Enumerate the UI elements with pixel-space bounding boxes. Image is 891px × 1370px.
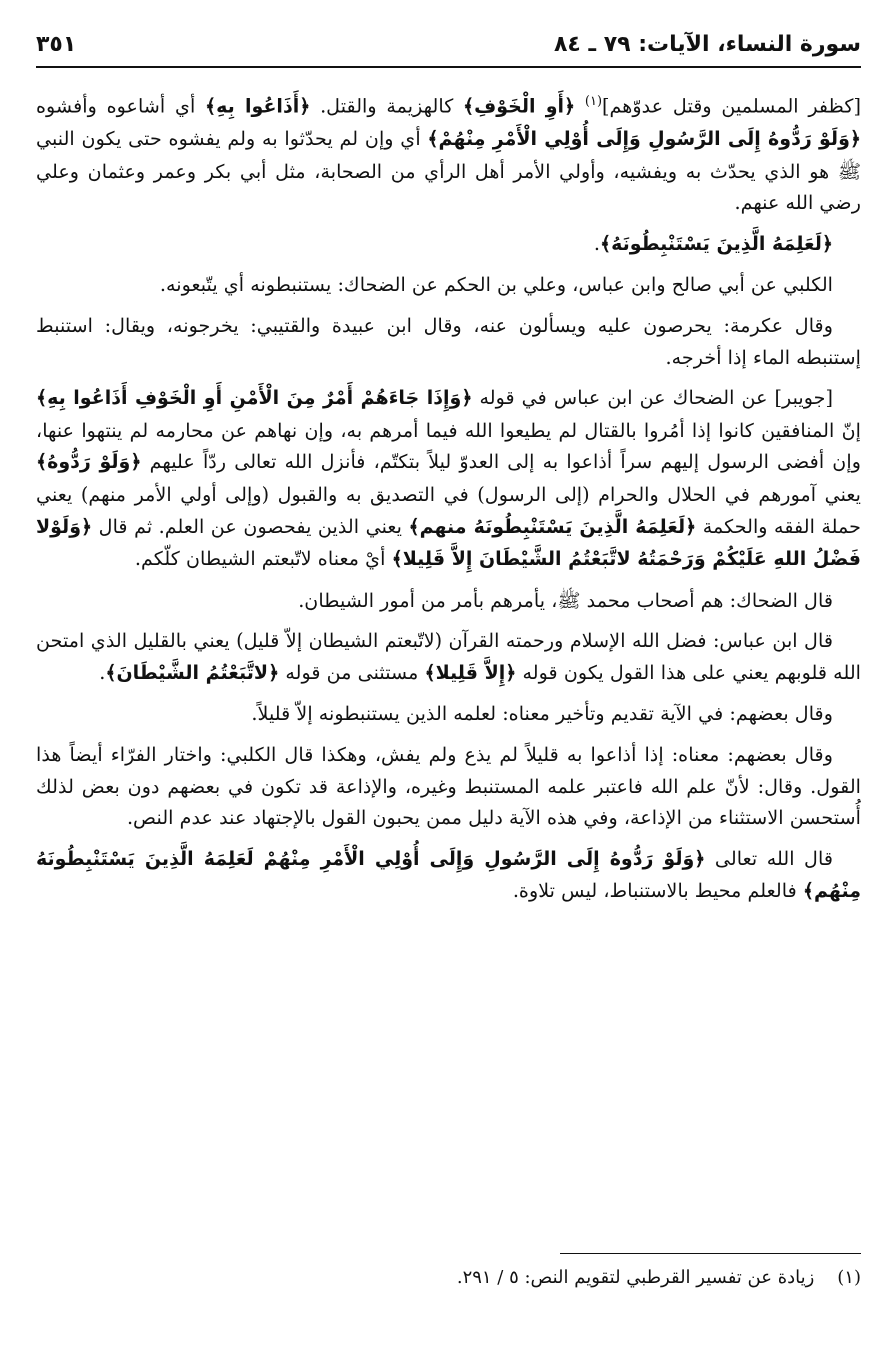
paragraph-text: وقال بعضهم: معناه: إذا أذاعوا به قليلاً لم يذع ولم يفش، وهكذا قال الكلبي: واختار الفرّاء أيضاً هذا القول. وقال: لأنّ علم الله فاعتبر علمه المستنبط وغيره، والإذاعة قد تكون في بعضهم دون بعض لذلك أُستحسن الاستثناء من الإذاعة، وفي هذه الآية دليل ممن يحبون القول بالإجتهاد عند عدم النص. xyxy=(36,743,861,830)
paragraph-text: أيْ معناه لاتّبعتم الشيطان كلّكم. xyxy=(134,547,392,571)
quran-verse: ﴿لَعَلِمَهُ الَّذِينَ يَسْتَنْبِطُونَهُ منهم﴾ xyxy=(408,515,697,538)
paragraph-text: أي أشاعوه وأفشوه xyxy=(36,94,206,118)
quran-verse: ﴿وَإِذَا جَاءَهُمْ أَمْرٌ مِنَ الْأَمْنِ أَوِ الْخَوْفِ أَذَاعُوا بِهِ﴾ xyxy=(36,387,473,410)
quran-verse: ﴿أَذَاعُوا بِهِ﴾ xyxy=(205,95,311,118)
paragraph-text: فالعلم محيط بالاستنباط، ليس تلاوة. xyxy=(512,879,803,903)
paragraph-text: يعني آمورهم في الحلال والحرام (إلى الرسول) في التصديق به والقبول (وإلى أولي الأمر منهم) يعني حملة الفقه والحكمة xyxy=(36,482,861,538)
paragraph-text: وقال بعضهم: في الآية تقديم وتأخير معناه: لعلمه الذين يستنبطونه إلاّ قليلاً. xyxy=(251,702,833,726)
paragraph-text: [جويبر] عن الضحاك عن ابن عباس في قوله xyxy=(472,386,833,410)
paragraph-text: قال الضحاك: هم أصحاب محمد ﷺ، يأمرهم بأمر من أمور الشيطان. xyxy=(298,588,833,612)
quran-verse: ﴿وَلَوْ رَدُّوهُ إِلَى الرَّسُولِ وَإِلَى أُوْلِي الْأَمْرِ مِنْهُمْ لَعَلِمَهُ الَّذِينَ يَسْتَنْبِطُونَهُ مِنْهُم﴾ xyxy=(36,847,861,903)
quran-verse: ﴿أَوِ الْخَوْفِ﴾ xyxy=(463,95,576,118)
footnote-ref: (١) xyxy=(584,94,603,109)
footnote-divider xyxy=(560,1253,861,1254)
page-number: ٣٥١ xyxy=(36,31,77,57)
paragraph xyxy=(36,843,861,908)
surah-title: سورة النساء، الآيات: ٧٩ ـ ٨٤ xyxy=(553,31,861,57)
paragraph-text: أي وإن لم يحدّثوا به ولم يفشوه حتى يكون النبي ﷺ هو الذي يحدّث به ويفشيه، وأولي الأمر أهل الرأي من الصحابة، مثل أبي بكر وعمر وعثمان وعلي رضي الله عنهم. xyxy=(36,126,861,215)
paragraph xyxy=(36,310,861,373)
quran-verse: ﴿لَعَلِمَهُ الَّذِينَ يَسْتَنْبِطُونَهُ﴾ xyxy=(599,232,833,255)
commentary-body xyxy=(36,86,861,917)
quran-verse: ﴿وَلَوْ رَدُّوهُ إِلَى الرَّسُولِ وَإِلَى أُوْلِي الْأَمْرِ مِنْهُمْ﴾ xyxy=(427,127,862,150)
paragraph xyxy=(36,86,861,219)
paragraph xyxy=(36,269,861,301)
paragraph xyxy=(36,585,861,617)
paragraph xyxy=(36,625,861,689)
paragraph-text: كالهزيمة والقتل. xyxy=(310,94,464,118)
paragraph-text: . xyxy=(593,231,600,255)
paragraph-text: يعني الذين يفحصون عن العلم. ثم قال xyxy=(92,514,409,538)
paragraph-text: الكلبي عن أبي صالح وابن عباس، وعلي بن الحكم عن الضحاك: يستنبطونه أي يتّبعونه. xyxy=(159,273,833,297)
quran-verse: ﴿وَلَوْلا فَضْلُ اللهِ عَلَيْكُمْ وَرَحْمَتُهُ لاتَّبَعْتُمُ الشَّيْطَانَ إِلاَّ قَلِيلا﴾ xyxy=(36,515,861,571)
paragraph xyxy=(36,698,861,730)
paragraph-text: مستثنى من قوله xyxy=(279,660,425,684)
paragraph-text xyxy=(575,94,585,117)
paragraph-text: . xyxy=(99,660,106,684)
paragraph-text: قال ابن عباس: فضل الله الإسلام ورحمته القرآن (لاتّبعتم الشيطان إلاّ قليل) يعني بالقليل الذي امتحن الله قلوبهم يعني على هذا القول يكون قوله xyxy=(36,629,861,684)
paragraph xyxy=(36,228,861,261)
footnote-marker: (١) xyxy=(837,1267,861,1288)
header-divider xyxy=(36,66,861,68)
quran-verse: ﴿لاتَّبَعْتُمُ الشَّيْطَانَ﴾ xyxy=(105,661,280,684)
paragraph-text: [كظفر المسلمين وقتل عدوّهم] xyxy=(602,94,861,118)
quran-verse: ﴿وَلَوْ رَدُّوهُ﴾ xyxy=(36,451,142,474)
footnote xyxy=(36,1264,861,1292)
paragraph xyxy=(36,739,861,834)
paragraph-text: قال الله تعالى xyxy=(705,846,833,870)
paragraph xyxy=(36,382,861,576)
footnote-text: زيادة عن تفسير القرطبي لتقويم النص: ٥ / ٢٩١. xyxy=(456,1267,815,1288)
paragraph-text: وقال عكرمة: يحرصون عليه ويسألون عنه، وقال ابن عبيدة والقتيبي: يخرجونه، ويقال: استنبط إستنبطه الماء إذا أخرجه. xyxy=(36,313,861,369)
paragraph-text: إنّ المنافقين كانوا إذا أمُروا بالقتال لم يطيعوا الله فيما أمرهم به، وإن نهاهم عن محارمه لم ينتهوا عنها، وإن أفضى الرسول إليهم سراً أذاعوا به إلى العدوّ ليلاً بتكتّم، فأنزل الله تعالى ردّاً عليهم xyxy=(36,418,861,474)
quran-verse: ﴿إِلاَّ قَلِيلا﴾ xyxy=(424,661,517,684)
running-header xyxy=(36,22,861,66)
